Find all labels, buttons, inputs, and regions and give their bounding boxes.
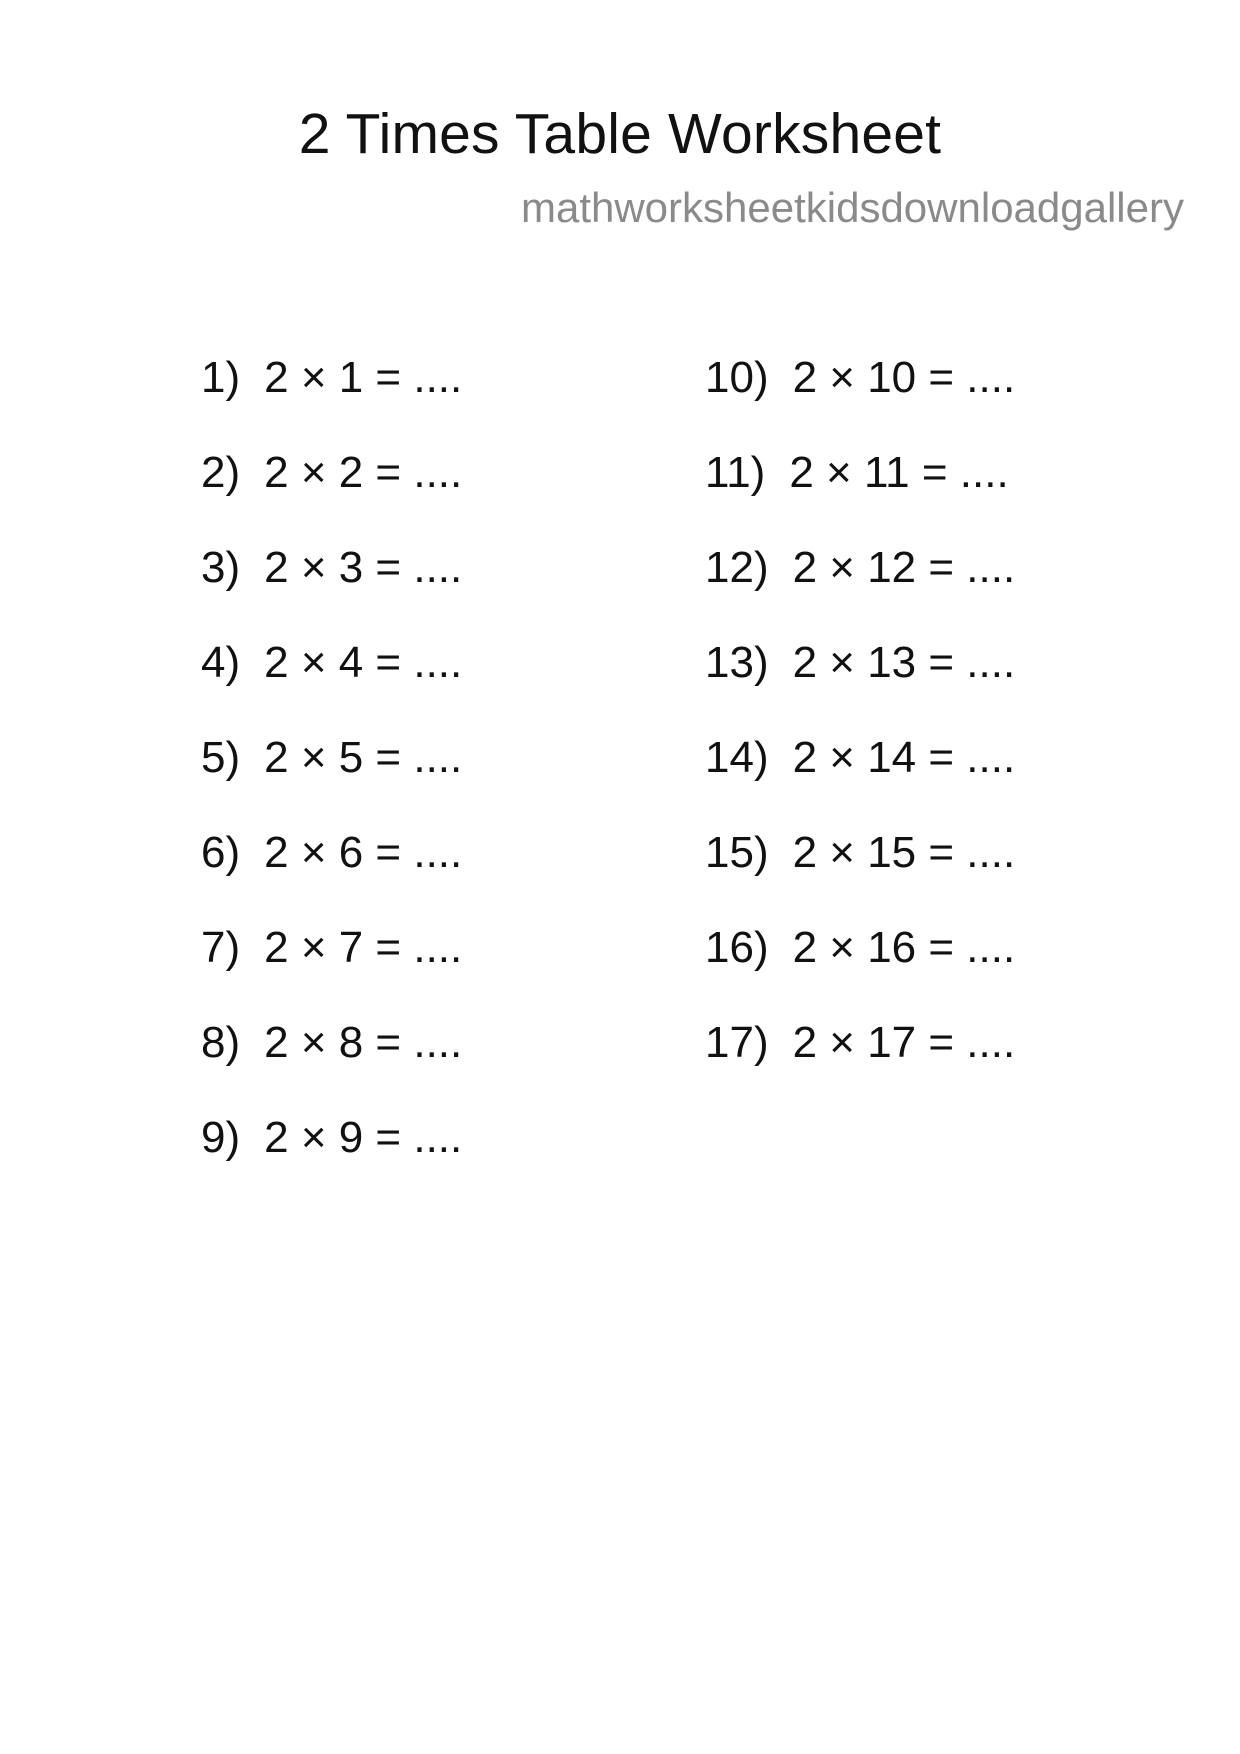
problem-number: 7) (201, 923, 241, 972)
problem-expression: 2 × 16 = .... (792, 923, 1016, 972)
problem-expression: 2 × 1 = .... (264, 353, 463, 402)
problem-number: 2) (201, 448, 241, 497)
problem-number: 3) (201, 543, 241, 592)
problem-number: 5) (201, 733, 241, 782)
problem-12 (705, 538, 1015, 633)
problem-expression: 2 × 13 = .... (792, 638, 1016, 687)
problem-expression: 2 × 8 = .... (264, 1018, 463, 1067)
problem-13 (705, 633, 1015, 728)
problem-expression: 2 × 6 = .... (264, 828, 463, 877)
problem-expression: 2 × 4 = .... (264, 638, 463, 687)
problem-5 (201, 728, 462, 823)
problem-16 (705, 918, 1015, 1013)
problem-number: 4) (201, 638, 241, 687)
problem-number: 12) (705, 543, 769, 592)
problem-expression: 2 × 15 = .... (792, 828, 1016, 877)
problem-6 (201, 823, 462, 918)
problem-column-right (705, 348, 1015, 1108)
problem-expression: 2 × 10 = .... (792, 353, 1016, 402)
problem-expression: 2 × 17 = .... (792, 1018, 1016, 1067)
watermark-text: mathworksheetkidsdownloadgallery (520, 184, 1184, 231)
problem-expression: 2 × 14 = .... (792, 733, 1016, 782)
problem-number: 16) (705, 923, 769, 972)
problem-2 (201, 443, 462, 538)
problem-expression: 2 × 12 = .... (792, 543, 1016, 592)
problem-number: 8) (201, 1018, 241, 1067)
problem-7 (201, 918, 462, 1013)
problem-expression: 2 × 5 = .... (264, 733, 463, 782)
problem-9 (201, 1108, 462, 1203)
problem-14 (705, 728, 1015, 823)
problem-number: 6) (201, 828, 241, 877)
problem-15 (705, 823, 1015, 918)
problem-number: 11) (705, 448, 766, 497)
problem-11 (705, 443, 1015, 538)
problem-number: 1) (201, 353, 241, 402)
problem-expression: 2 × 7 = .... (264, 923, 463, 972)
problem-column-left (201, 348, 462, 1203)
problem-10 (705, 348, 1015, 443)
problem-expression: 2 × 3 = .... (264, 543, 463, 592)
problem-number: 15) (705, 828, 769, 877)
problem-4 (201, 633, 462, 728)
problem-3 (201, 538, 462, 633)
problem-expression: 2 × 11 = .... (789, 448, 1009, 497)
problem-number: 17) (705, 1018, 769, 1067)
problem-17 (705, 1013, 1015, 1108)
problem-1 (201, 348, 462, 443)
problem-number: 14) (705, 733, 769, 782)
page-title: 2 Times Table Worksheet (298, 102, 942, 166)
problem-number: 10) (705, 353, 769, 402)
problem-expression: 2 × 2 = .... (264, 448, 463, 497)
problem-number: 13) (705, 638, 769, 687)
problem-expression: 2 × 9 = .... (264, 1113, 463, 1162)
problem-number: 9) (201, 1113, 241, 1162)
problem-8 (201, 1013, 462, 1108)
